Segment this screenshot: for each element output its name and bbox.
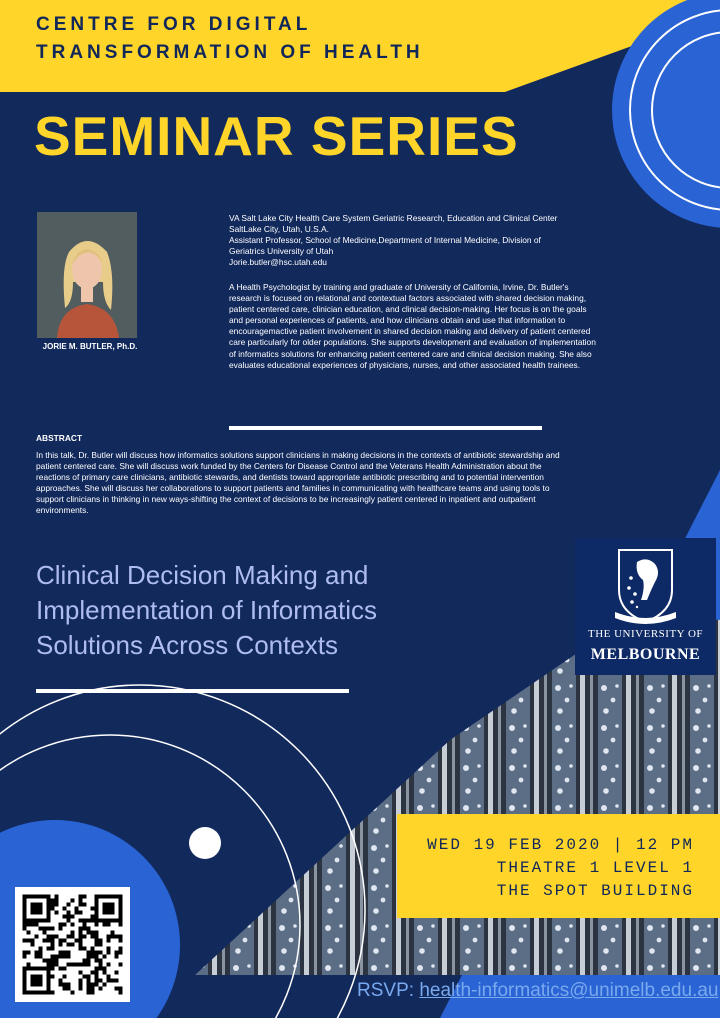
event-room: THEATRE 1 LEVEL 1 bbox=[496, 859, 694, 877]
rsvp-email-link[interactable]: health-informatics@unimelb.edu.au bbox=[419, 980, 719, 1001]
centre-name-line2: TRANSFORMATION OF HEALTH bbox=[36, 42, 424, 63]
abstract-heading: ABSTRACT bbox=[36, 433, 83, 443]
talk-title-divider bbox=[36, 689, 349, 693]
qr-code[interactable] bbox=[15, 887, 130, 1002]
affiliation-line: VA Salt Lake City Health Care System Geriatric Research, Education and Clinical Center bbox=[229, 213, 558, 223]
rsvp-line bbox=[357, 980, 719, 1002]
university-name-line1: THE UNIVERSITY OF bbox=[587, 628, 704, 640]
talk-title: Clinical Decision Making and Implementation of Informatics Solutions Across Contexts bbox=[36, 560, 378, 660]
affiliation-line: Geriatrics University of Utah bbox=[229, 246, 334, 256]
speaker-photo bbox=[37, 212, 137, 338]
affiliation-line: Assistant Professor, School of Medicine,Department of Internal Medicine, Division of bbox=[229, 235, 541, 245]
event-date-time: WED 19 FEB 2020 | 12 PM bbox=[427, 836, 694, 854]
bio-divider bbox=[229, 426, 542, 430]
abstract-text: In this talk, Dr. Butler will discuss how informatics solutions support clinicians in making decisions in the contexts of antibiotic stewardship and patient centered care. She will discuss work funded by the Centers for Disease Control and the Veterans Health Administration about the reactions of primary care clinicians, antibiotic stewards, and dentists toward appropriate antibiotic prescribing and to potential intervention approaches. She will discuss her collaborations to support patients and families in communicating with healthcare teams and using tools to support clinicians in thinking in new ways-shifting the context of decisions to be increasingly patient centered in inpatient and outpatient environments. bbox=[36, 450, 560, 516]
university-name-line2: MELBOURNE bbox=[590, 646, 701, 663]
university-logo bbox=[575, 538, 716, 675]
university-crest-icon bbox=[575, 538, 716, 628]
centre-name-line1: CENTRE FOR DIGITAL bbox=[36, 14, 312, 35]
affiliation-line: SaltLake City, Utah, U.S.A. bbox=[229, 224, 329, 234]
page-title: SEMINAR SERIES bbox=[34, 105, 519, 167]
speaker-email: Jorie.butler@hsc.utah.edu bbox=[229, 257, 327, 267]
speaker-affiliation bbox=[229, 213, 604, 268]
event-info-box bbox=[397, 814, 720, 918]
speaker-bio: A Health Psychologist by training and graduate of University of California, Irvine, Dr. Butler's research is focused on relational and contextual factors associated with shared decision making, patient centered care, clinician education, and clinical decision-making. Her focus is on the goals and personal experiences of patients, and how clinicians obtain and use that information to encouragemactive patient involvement in shared decision making and delivery of patient centered care particularly for older populations. She supports development and evaluation of implementation of informatics solutions for enhancing patient centered care and clinical decision making. She also evaluates educational experiences of physicians, nurses, and other associated health trainees. bbox=[229, 282, 596, 370]
event-building: THE SPOT BUILDING bbox=[496, 882, 694, 900]
rsvp-label: RSVP: bbox=[357, 980, 415, 1001]
speaker-caption: JORIE M. BUTLER, Ph.D. bbox=[42, 342, 138, 351]
